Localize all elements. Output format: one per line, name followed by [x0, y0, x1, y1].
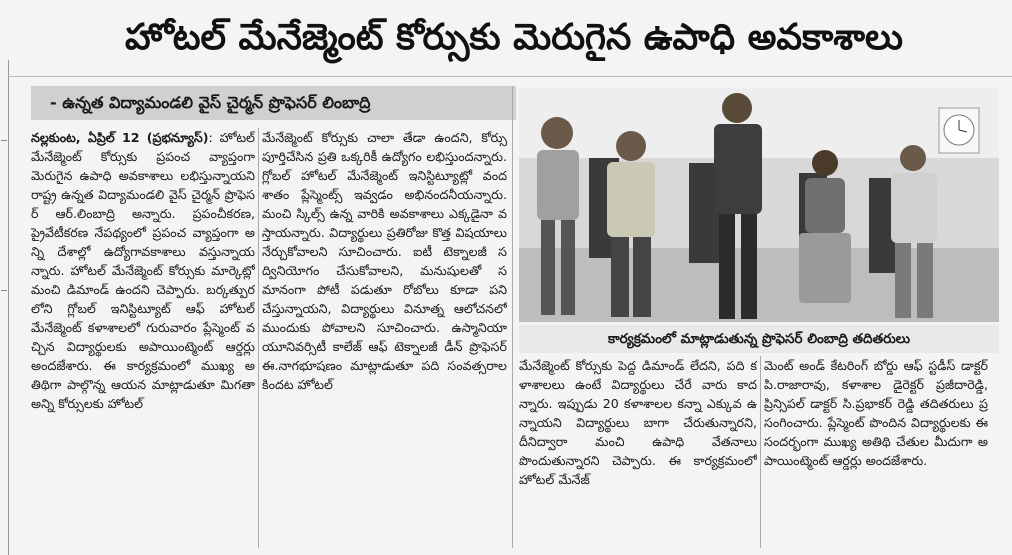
dateline: నల్లకుంట, ఏప్రిల్ 12 (ప్రభన్యూస్) — [31, 130, 209, 145]
article-column-1 — [31, 128, 255, 548]
article-column-2 — [262, 128, 507, 548]
subheadline: - ఉన్నత విద్యామండలి వైస్ చైర్మన్ ప్రొఫెసర్ లింబాద్రి — [50, 93, 371, 112]
headline: హోటల్ మేనేజ్మెంట్ కోర్సుకు మెరుగైన ఉపాధి అవకాశాలు — [125, 17, 903, 58]
article-text-2: మేనేజ్మెంట్ కోర్సుకు చాలా తేడా ఉందని, కోర్సు పూర్తిచేసిన ప్రతి ఒక్కరికీ ఉద్యోగం లభిస్తుందన్నారు. గ్లోబల్ హోటల్ మేనేజ్మెంట్ ఇనిస్టిట్యూట్లో వందశాతం ప్లేస్మెంట్స్ ఇవ్వడం అభినందనీయన్నారు. మంచి స్కిల్స్ ఉన్న వారికి అవకాశాలు ఎక్కడైనా వస్తాయన్నారు. విద్యార్థులు ప్రతిరోజు కొత్త విషయాలు నేర్చుకోవాలని సూచించారు. ఐటీ టెక్నాలజీ సద్వినియోగం చేసుకోవాలని, మనుషులతో సమానంగా పోటీ పడుతూ రోబోలు కూడా పని చేస్తున్నాయని, విద్యార్థులు వినూత్న ఆలోచనలో ముందుకు పోవాలని సూచించారు. ఉస్మానియా యూనివర్సిటీ కాలేజ్ ఆఫ్ టెక్నాలజీ డీన్ ప్రొఫెసర్ ఈ.నాగభూషణం మాట్లాడుతూ పది సంవత్సరాల కిందట హోటల్ — [262, 130, 507, 392]
article-text-4: మెంట్ అండ్ కేటరింగ్ బోర్డు ఆఫ్ స్టడీస్ డాక్టర్ పి.రాజారావు, కళాశాల డైరెక్టర్ ప్రజీదారెడ్డి, ప్రిన్సిపల్ డాక్టర్ సి.ప్రభాకర్ రెడ్డి తదితరులు ప్రసంగించారు. ప్లేస్మెంట్ పొందిన విద్యార్థులకు ఈ సందర్భంగా ముఖ్య అతిథి చేతుల మీదుగా అపాయింట్మెంట్ ఆర్డర్లు అందజేశారు. — [764, 358, 988, 468]
article-column-4 — [764, 356, 988, 548]
column-separator — [258, 128, 259, 548]
article-column-3 — [519, 356, 757, 548]
event-photo — [519, 88, 999, 322]
article-text-3: మేనేజ్మెంట్ కోర్సుకు పెద్ద డిమాండ్ లేదని, పది కళాశాలలు ఉంటే విద్యార్థులు చేరే వారు కాదన్నారు. ఇప్పుడు 20 కళాశాలల కన్నా ఎక్కువ ఉన్నాయని విద్యార్థులు బాగా చేరుతున్నారని, దీనిద్వారా మంచి ఉపాధి వేతనాలు పొందుతున్నారని చెప్పారు. ఈ కార్యక్రమంలో హోటల్ మేనేజ్ — [519, 358, 757, 487]
column-separator — [760, 356, 761, 548]
divider — [8, 76, 1012, 77]
article-text-1: : హోటల్ మేనేజ్మెంట్ కోర్సుకు ప్రపంచ వ్యాప్తంగా మెరుగైన ఉపాధి అవకాశాలు లభిస్తున్నాయని రాష్ట్ర ఉన్నత విద్యామండలి వైస్ చైర్మన్ ప్రొఫెసర్ ఆర్.లింబాద్రి అన్నారు. ప్రపంచీకరణ, ప్రైవేటీకరణ నేపథ్యంలో ప్రపంచ వ్యాప్తంగా అన్ని దేశాల్లో ఉద్యోగావకాశాలు వస్తున్నాయన్నారు. హోటల్ మేనేజ్మెంట్ కోర్సుకు మార్కెట్లో మంచి డిమాండ్ ఉందని చెప్పారు. బర్కత్పురలోని గ్లోబల్ ఇనిస్టిట్యూట్ ఆఫ్ హోటల్ మేనేజ్మెంట్ కళాశాలలో గురువారం ప్లేస్మెంట్ వచ్చిన విద్యార్థులకు అపాయింట్మెంట్ ఆర్డర్లు అందజేశారు. ఈ కార్యక్రమంలో ముఖ్య అతిథిగా పాల్గొన్న ఆయన మాట్లాడుతూ మిగతా అన్ని కోర్సులకు హోటల్ — [31, 130, 255, 411]
photo-caption: కార్యక్రమంలో మాట్లాడుతున్న ప్రొఫెసర్ లింబాద్రి తదితరులు — [519, 325, 999, 353]
column-separator — [512, 86, 513, 548]
page-edge — [0, 60, 9, 555]
